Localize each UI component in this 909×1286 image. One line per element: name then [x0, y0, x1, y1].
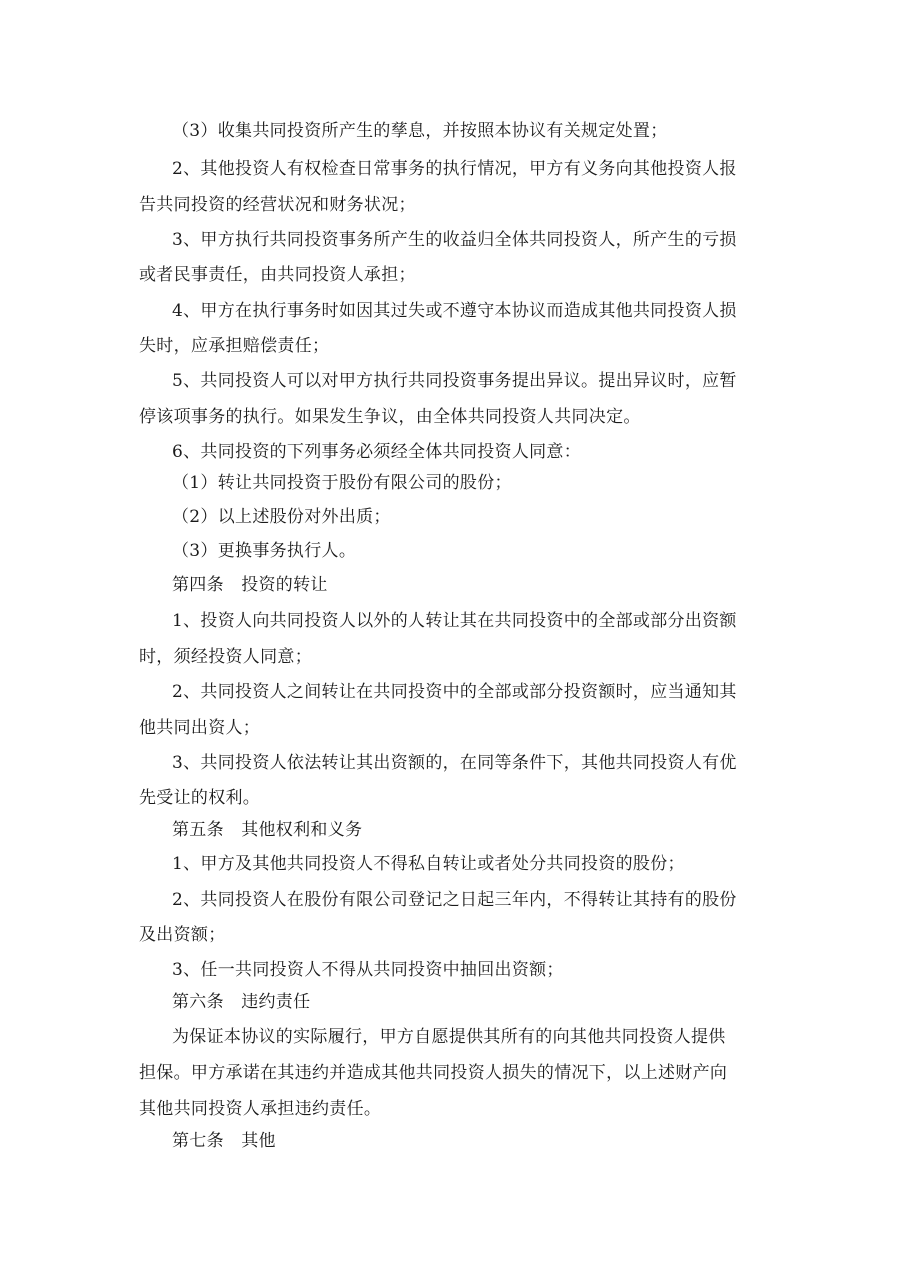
text-line: 6、共同投资的下列事务必须经全体共同投资人同意：: [172, 442, 582, 462]
text-line: 为保证本协议的实际履行，甲方自愿提供其所有的向其他共同投资人提供: [172, 1027, 726, 1047]
text-line: 告共同投资的经营状况和财务状况；: [139, 195, 416, 215]
text-line: 5、共同投资人可以对甲方执行共同投资事务提出异议。提出异议时，应暂: [172, 371, 737, 391]
text-line: 2、共同投资人之间转让在共同投资中的全部或部分投资额时，应当通知其: [172, 682, 737, 702]
text-line: 1、投资人向共同投资人以外的人转让其在共同投资中的全部或部分出资额: [172, 611, 737, 631]
text-line: 3、甲方执行共同投资事务所产生的收益归全体共同投资人，所产生的亏损: [172, 230, 737, 250]
text-line: 停该项事务的执行。如果发生争议，由全体共同投资人共同决定。: [139, 407, 641, 427]
text-line: 或者民事责任，由共同投资人承担；: [139, 265, 416, 285]
text-line: 其他共同投资人承担违约责任。: [139, 1099, 382, 1119]
text-line: 3、共同投资人依法转让其出资额的，在同等条件下，其他共同投资人有优: [172, 753, 737, 773]
text-line: 2、共同投资人在股份有限公司登记之日起三年内，不得转让其持有的股份: [172, 890, 737, 910]
text-line: 4、甲方在执行事务时如因其过失或不遵守本协议而造成其他共同投资人损: [172, 301, 737, 321]
section-heading: 第七条 其他: [172, 1131, 276, 1151]
section-heading: 第四条 投资的转让: [172, 575, 328, 595]
text-line: （2）以上述股份对外出质；: [172, 507, 391, 527]
text-line: 先受让的权利。: [139, 788, 261, 808]
section-heading: 第五条 其他权利和义务: [172, 820, 363, 840]
section-heading: 第六条 违约责任: [172, 992, 311, 1012]
text-line: 时，须经投资人同意；: [139, 647, 312, 667]
text-line: （3）收集共同投资所产生的孳息，并按照本协议有关规定处置；: [172, 121, 668, 141]
text-line: 1、甲方及其他共同投资人不得私自转让或者处分共同投资的股份；: [172, 854, 685, 874]
text-line: 担保。甲方承诺在其违约并造成其他共同投资人损失的情况下，以上述财产向: [139, 1063, 728, 1083]
text-line: （1）转让共同投资于股份有限公司的股份；: [172, 473, 512, 493]
text-line: 他共同出资人；: [139, 718, 261, 738]
text-line: 及出资额；: [139, 925, 226, 945]
text-line: 失时，应承担赔偿责任；: [139, 336, 330, 356]
text-line: （3）更换事务执行人。: [172, 541, 357, 561]
text-line: 2、其他投资人有权检查日常事务的执行情况，甲方有义务向其他投资人报: [172, 159, 737, 179]
text-line: 3、任一共同投资人不得从共同投资中抽回出资额；: [172, 960, 564, 980]
